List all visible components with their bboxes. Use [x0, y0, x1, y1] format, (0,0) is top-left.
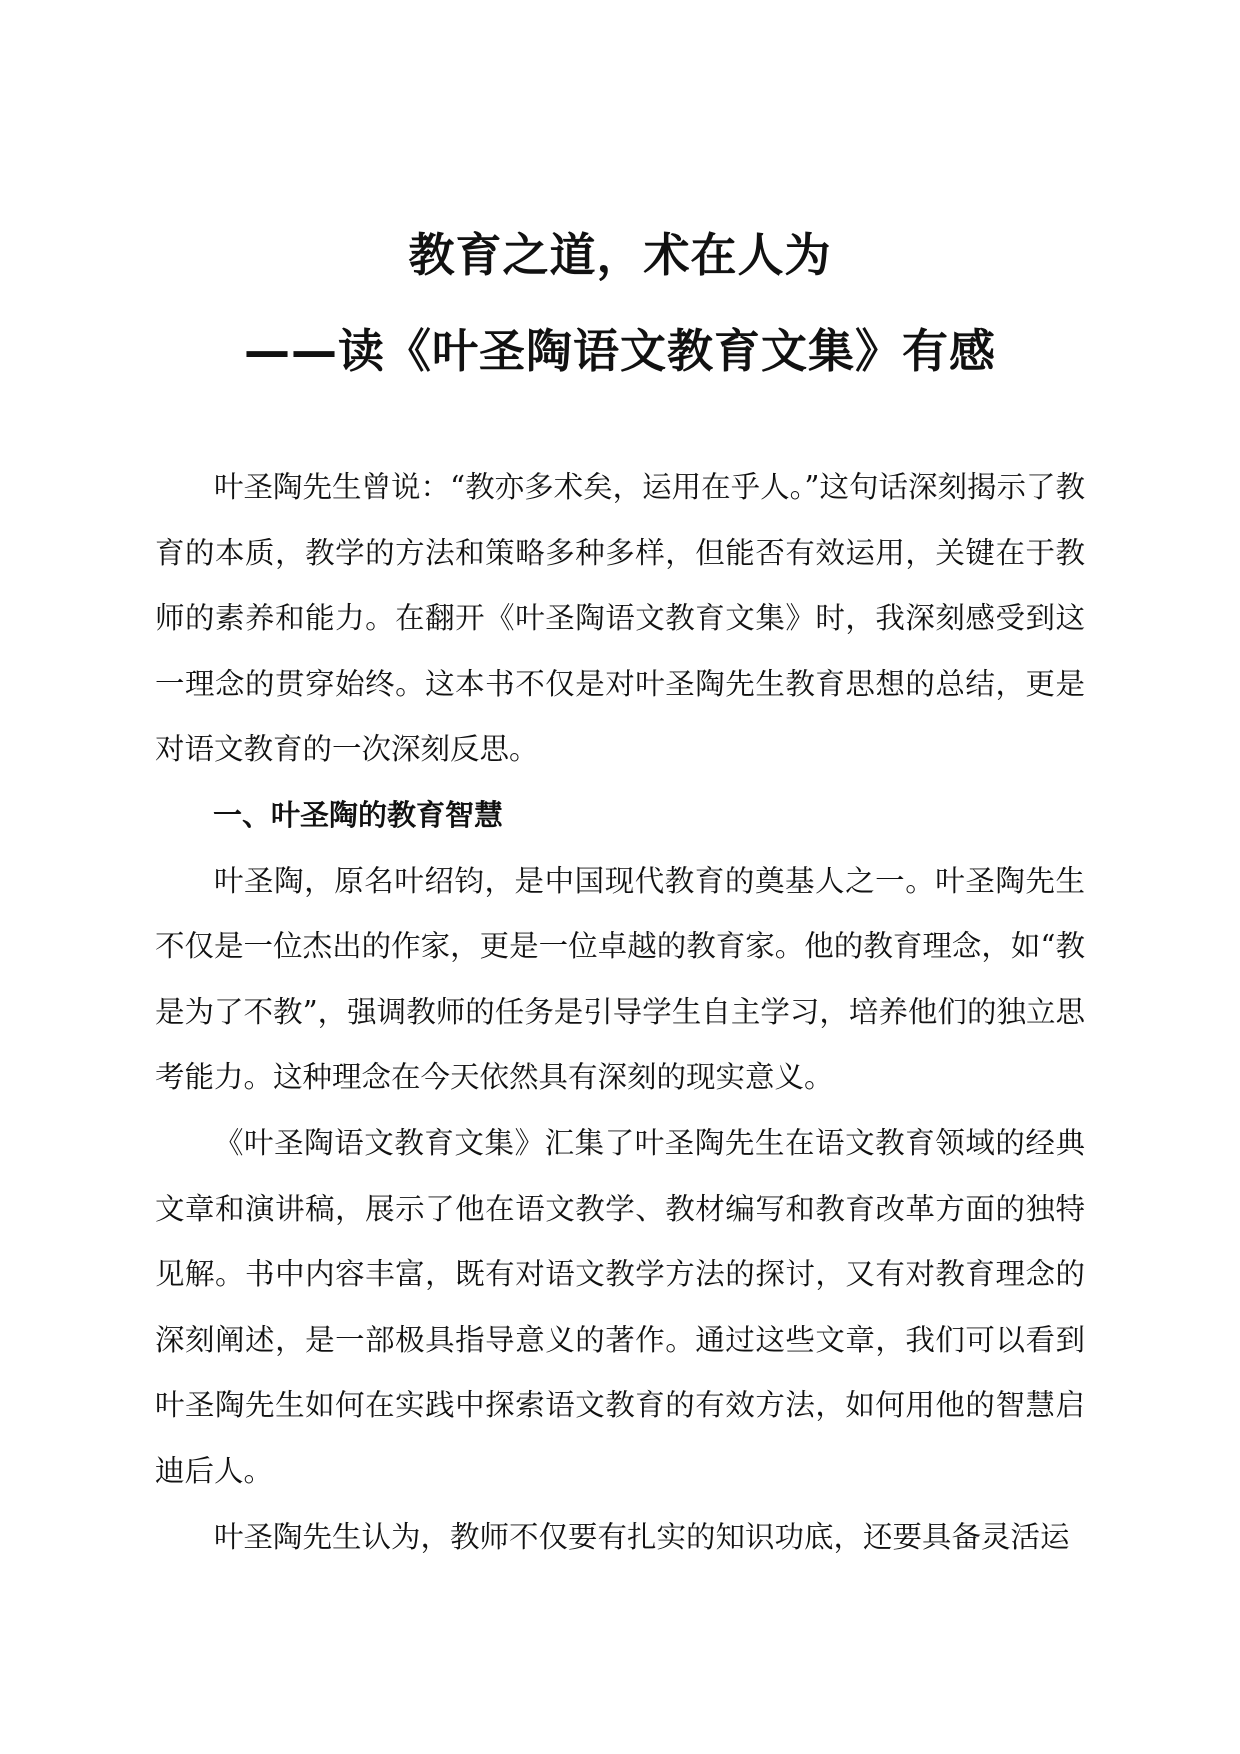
body-paragraph: 叶圣陶先生认为，教师不仅要有扎实的知识功底，还要具备灵活运 — [214, 1519, 1070, 1554]
intro-paragraph: 叶圣陶先生曾说：“教亦多术矣，运用在乎人。”这句话深刻揭示了教育的本质，教学的方法和策略多种多样，但能否有效运用，关键在于教师的素养和能力。在翻开《叶圣陶语文教育文集》时，我深刻感受到这一理念的贯穿始终。这本书不仅是对叶圣陶先生教育思想的总结，更是对语文教育的一次深刻反思。 — [155, 470, 1085, 767]
document-title: 教育之道，术在人为 — [408, 228, 832, 282]
document-body — [155, 455, 1085, 1570]
body-paragraph: 《叶圣陶语文教育文集》汇集了叶圣陶先生在语文教育领域的经典文章和演讲稿，展示了他在语文教学、教材编写和教育改革方面的独特见解。书中内容丰富，既有对语文教学方法的探讨，又有对教育理念的深刻阐述，是一部极具指导意义的著作。通过这些文章，我们可以看到叶圣陶先生如何在实践中探索语文教育的有效方法，如何用他的智慧启迪后人。 — [155, 1125, 1085, 1488]
body-paragraph: 叶圣陶，原名叶绍钧，是中国现代教育的奠基人之一。叶圣陶先生不仅是一位杰出的作家，更是一位卓越的教育家。他的教育理念，如“教是为了不教”，强调教师的任务是引导学生自主学习，培养他们的独立思考能力。这种理念在今天依然具有深刻的现实意义。 — [155, 863, 1085, 1095]
section-heading: 一、叶圣陶的教育智慧 — [213, 797, 504, 832]
document-subtitle: ——读《叶圣陶语文教育文集》有感 — [244, 324, 996, 378]
